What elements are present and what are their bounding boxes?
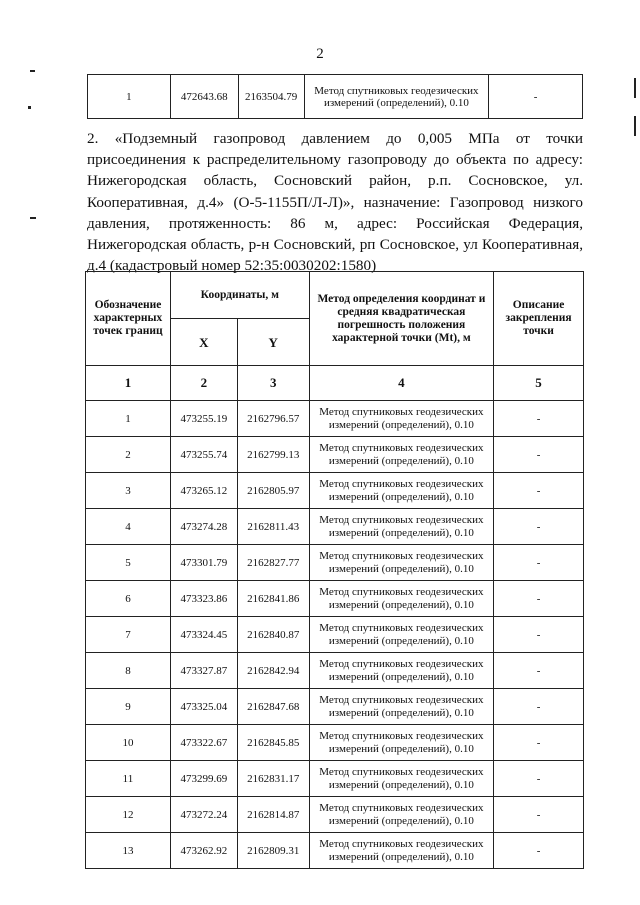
table-row [86,581,584,617]
table-row [86,473,584,509]
method-cell: Метод спутниковых геодезических измерений (определений), 0.10 [309,725,493,761]
coordinates-table [85,271,584,869]
description-cell: - [494,689,584,725]
x-cell: 473272.24 [170,797,237,833]
description-cell: - [494,581,584,617]
y-cell: 2162842.94 [237,653,309,689]
header-coords: Координаты, м [170,272,309,319]
description-cell: - [494,725,584,761]
x-cell: 473325.04 [170,689,237,725]
table-row [86,437,584,473]
x-cell: 473274.28 [170,509,237,545]
x-cell: 473327.87 [170,653,237,689]
x-cell: 472643.68 [170,75,238,119]
header-x: X [170,319,237,366]
y-cell: 2162827.77 [237,545,309,581]
table-row [86,833,584,869]
method-cell: Метод спутниковых геодезических измерений (определений), 0.10 [304,75,489,119]
description-cell: - [494,761,584,797]
description-cell: - [494,509,584,545]
description-cell: - [494,797,584,833]
point-cell: 1 [88,75,171,119]
point-cell: 3 [86,473,171,509]
table-row [86,725,584,761]
table-row [86,545,584,581]
scan-mark [634,78,636,98]
table-row [86,761,584,797]
table-row [86,797,584,833]
x-cell: 473262.92 [170,833,237,869]
scan-mark [28,106,31,109]
method-cell: Метод спутниковых геодезических измерений (определений), 0.10 [309,653,493,689]
header-point: Обозначение характерных точек границ [86,272,171,366]
x-cell: 473255.19 [170,401,237,437]
point-cell: 2 [86,437,171,473]
y-cell: 2162847.68 [237,689,309,725]
y-cell: 2162796.57 [237,401,309,437]
continuation-table [87,74,583,119]
method-cell: Метод спутниковых геодезических измерений (определений), 0.10 [309,689,493,725]
point-cell: 6 [86,581,171,617]
column-number: 3 [237,366,309,401]
page-number: 2 [316,46,324,62]
column-number: 4 [309,366,493,401]
header-y: Y [237,319,309,366]
x-cell: 473301.79 [170,545,237,581]
header-description: Описание закрепления точки [494,272,584,366]
scan-mark [30,70,35,72]
x-cell: 473265.12 [170,473,237,509]
method-cell: Метод спутниковых геодезических измерений (определений), 0.10 [309,581,493,617]
point-cell: 8 [86,653,171,689]
method-cell: Метод спутниковых геодезических измерений (определений), 0.10 [309,797,493,833]
point-cell: 11 [86,761,171,797]
method-cell: Метод спутниковых геодезических измерений (определений), 0.10 [309,761,493,797]
method-cell: Метод спутниковых геодезических измерений (определений), 0.10 [309,833,493,869]
x-cell: 473255.74 [170,437,237,473]
table-row [88,75,583,119]
table-row [86,653,584,689]
y-cell: 2162809.31 [237,833,309,869]
point-cell: 7 [86,617,171,653]
method-cell: Метод спутниковых геодезических измерений (определений), 0.10 [309,545,493,581]
description-cell: - [494,401,584,437]
y-cell: 2163504.79 [238,75,304,119]
x-cell: 473299.69 [170,761,237,797]
table-row [86,617,584,653]
table-row [86,689,584,725]
point-cell: 1 [86,401,171,437]
point-cell: 4 [86,509,171,545]
method-cell: Метод спутниковых геодезических измерений (определений), 0.10 [309,617,493,653]
description-cell: - [494,437,584,473]
point-cell: 9 [86,689,171,725]
y-cell: 2162814.87 [237,797,309,833]
y-cell: 2162799.13 [237,437,309,473]
x-cell: 473323.86 [170,581,237,617]
description-cell: - [494,473,584,509]
description-cell: - [494,545,584,581]
point-cell: 13 [86,833,171,869]
table-row [86,401,584,437]
y-cell: 2162841.86 [237,581,309,617]
y-cell: 2162811.43 [237,509,309,545]
y-cell: 2162845.85 [237,725,309,761]
point-cell: 5 [86,545,171,581]
y-cell: 2162831.17 [237,761,309,797]
column-number: 2 [170,366,237,401]
method-cell: Метод спутниковых геодезических измерений (определений), 0.10 [309,473,493,509]
method-cell: Метод спутниковых геодезических измерений (определений), 0.10 [309,437,493,473]
x-cell: 473324.45 [170,617,237,653]
point-cell: 10 [86,725,171,761]
table-row [86,509,584,545]
description-cell: - [489,75,583,119]
column-number: 5 [494,366,584,401]
scan-mark [634,116,636,136]
method-cell: Метод спутниковых геодезических измерений (определений), 0.10 [309,509,493,545]
point-cell: 12 [86,797,171,833]
y-cell: 2162840.87 [237,617,309,653]
scan-mark [30,217,36,219]
x-cell: 473322.67 [170,725,237,761]
header-method: Метод определения координат и средняя квадратическая погрешность положения характерной точки (Mt), м [309,272,493,366]
y-cell: 2162805.97 [237,473,309,509]
description-cell: - [494,617,584,653]
object-description: 2. «Подземный газопровод давлением до 0,005 МПа от точки присоединения к распределительному газопроводу до объекта по адресу: Нижегородская область, Сосновский район, р.п. Сосновское, ул. Кооперативная, д.4» (О-5-1155П/Л-Л)», назначение: Газопровод низкого давления, протяженность: 86 м, адрес: Российская Федерация, Нижегородская область, р-н Сосновский, рп Сосновское, ул Кооперативная, д.4 (кадастровый номер 52:35:0030202:1580) [87,130,583,275]
description-cell: - [494,653,584,689]
method-cell: Метод спутниковых геодезических измерений (определений), 0.10 [309,401,493,437]
description-cell: - [494,833,584,869]
column-number: 1 [86,366,171,401]
